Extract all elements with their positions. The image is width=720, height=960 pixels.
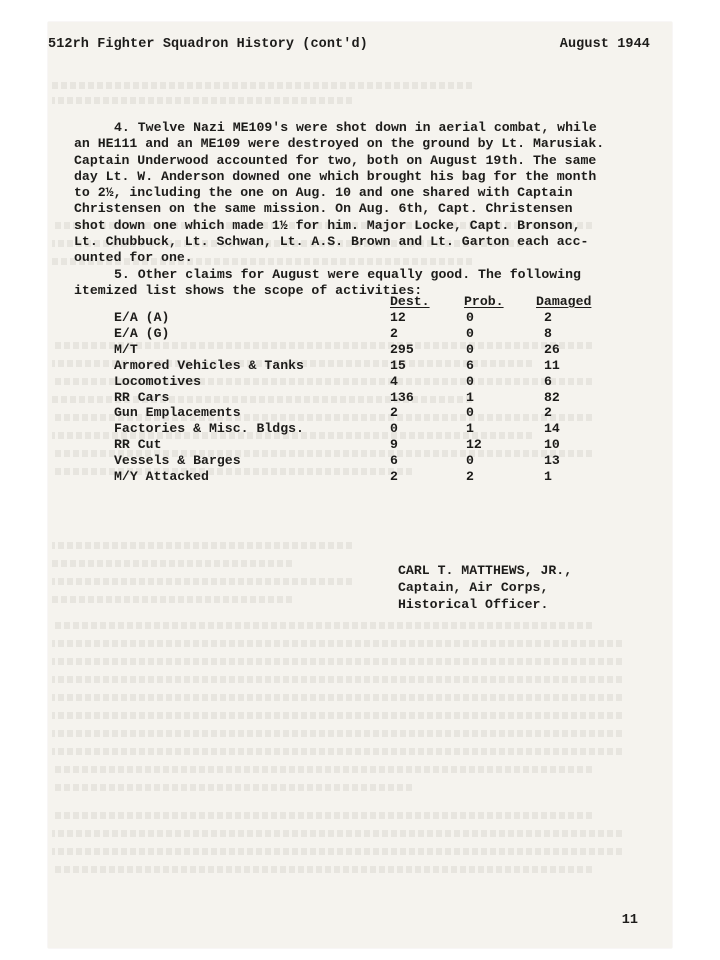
column-header-damaged: Damaged — [536, 294, 592, 309]
cell-dest: 4 — [390, 373, 398, 389]
table-row — [114, 342, 634, 358]
page-header-title: 512rh Fighter Squadron History (cont'd) — [48, 37, 368, 52]
row-label: Gun Emplacements — [114, 405, 241, 421]
row-label: Vessels & Barges — [114, 453, 241, 469]
cell-prob: 6 — [466, 357, 474, 373]
column-header-prob: Prob. — [464, 294, 504, 309]
row-label: RR Cut — [114, 437, 162, 453]
cell-prob: 0 — [466, 310, 474, 325]
bleed-through-line — [52, 560, 292, 567]
bleed-through-line — [52, 784, 412, 791]
table-row — [114, 310, 634, 326]
cell-damaged: 10 — [544, 437, 560, 453]
cell-dest: 15 — [390, 357, 406, 373]
paragraph-line: Captain Underwood accounted for two, both on August 19th. The same — [74, 152, 597, 168]
bleed-through-line — [52, 658, 622, 665]
bleed-through-line — [52, 82, 472, 89]
row-label: M/T — [114, 341, 138, 357]
paragraph-line: itemized list shows the scope of activities: — [74, 283, 423, 299]
bleed-through-line — [52, 712, 622, 719]
cell-prob: 0 — [466, 325, 474, 341]
cell-dest: 0 — [390, 421, 398, 437]
cell-dest: 12 — [390, 310, 406, 325]
cell-damaged: 1 — [544, 469, 552, 484]
cell-damaged: 11 — [544, 357, 560, 373]
bleed-through-line — [52, 97, 352, 104]
cell-damaged: 2 — [544, 310, 552, 325]
cell-prob: 2 — [466, 469, 474, 484]
row-label: E/A (A) — [114, 310, 170, 325]
bleed-through-line — [52, 676, 622, 683]
row-label: E/A (G) — [114, 325, 170, 341]
cell-prob: 0 — [466, 373, 474, 389]
cell-damaged: 2 — [544, 405, 552, 421]
row-label: Armored Vehicles & Tanks — [114, 357, 304, 373]
bleed-through-line — [52, 748, 622, 755]
table-row — [114, 469, 634, 485]
bleed-through-line — [52, 848, 622, 855]
signature-block — [398, 562, 572, 613]
table-row — [114, 421, 634, 437]
document-page — [48, 22, 672, 948]
cell-dest: 9 — [390, 437, 398, 453]
row-label: M/Y Attacked — [114, 469, 209, 484]
cell-damaged: 8 — [544, 325, 552, 341]
row-label: Locomotives — [114, 373, 202, 389]
cell-dest: 2 — [390, 325, 398, 341]
bleed-through-line — [52, 578, 352, 585]
cell-damaged: 6 — [544, 373, 552, 389]
column-header-dest: Dest. — [390, 294, 430, 309]
table-row — [114, 453, 634, 469]
bleed-through-line — [52, 766, 592, 773]
row-label: RR Cars — [114, 389, 170, 405]
signature-rank: Captain, Air Corps, — [398, 580, 549, 595]
table-row — [114, 374, 634, 390]
bleed-through-line — [52, 694, 622, 701]
cell-damaged: 26 — [544, 341, 560, 357]
cell-prob: 12 — [466, 437, 482, 453]
table-row — [114, 390, 634, 406]
cell-prob: 1 — [466, 389, 474, 405]
cell-dest: 2 — [390, 469, 398, 484]
paragraph-line: an HE111 and an ME109 were destroyed on the ground by Lt. Marusiak. — [74, 136, 605, 152]
paragraph-line: Christensen on the same mission. On Aug. 6th, Capt. Christensen — [74, 201, 573, 217]
table-row — [114, 358, 634, 374]
bleed-through-line — [52, 812, 592, 819]
cell-damaged: 14 — [544, 421, 560, 437]
cell-dest: 6 — [390, 453, 398, 469]
paragraph-line: 5. Other claims for August were equally good. The following — [114, 267, 581, 282]
cell-prob: 0 — [466, 405, 474, 421]
bleed-through-line — [52, 730, 622, 737]
paragraph-line: Lt. Chubbuck, Lt. Schwan, Lt. A.S. Brown and Lt. Garton each acc- — [74, 234, 589, 250]
bleed-through-line — [52, 542, 352, 549]
page-header-date: August 1944 — [559, 37, 650, 52]
signature-name: CARL T. MATTHEWS, JR., — [398, 563, 573, 578]
bleed-through-line — [52, 596, 292, 603]
bleed-through-line — [52, 866, 592, 873]
table-row — [114, 437, 634, 453]
cell-prob: 1 — [466, 421, 474, 437]
cell-dest: 2 — [390, 405, 398, 421]
paragraph-line: to 2½, including the one on Aug. 10 and one shared with Captain — [74, 185, 573, 201]
cell-dest: 136 — [390, 389, 414, 405]
cell-prob: 0 — [466, 341, 474, 357]
cell-damaged: 13 — [544, 453, 560, 469]
bleed-through-line — [52, 830, 622, 837]
table-row — [114, 405, 634, 421]
paragraph-line: 4. Twelve Nazi ME109's were shot down in aerial combat, while — [114, 120, 597, 135]
paragraph-line: day Lt. W. Anderson downed one which brought his bag for the month — [74, 168, 597, 184]
paragraph-line: shot down one which made 1½ for him. Major Locke, Capt. Bronson, — [74, 217, 581, 233]
paragraph-4 — [74, 120, 634, 267]
bleed-through-line — [52, 640, 622, 647]
paragraph-line: ounted for one. — [74, 250, 193, 266]
cell-dest: 295 — [390, 341, 414, 357]
cell-damaged: 82 — [544, 389, 560, 405]
bleed-through-line — [52, 622, 592, 629]
cell-prob: 0 — [466, 453, 474, 469]
page-number: 11 — [621, 913, 638, 928]
row-label: Factories & Misc. Bldgs. — [114, 421, 304, 437]
table-row — [114, 326, 634, 342]
signature-title: Historical Officer. — [398, 597, 549, 612]
